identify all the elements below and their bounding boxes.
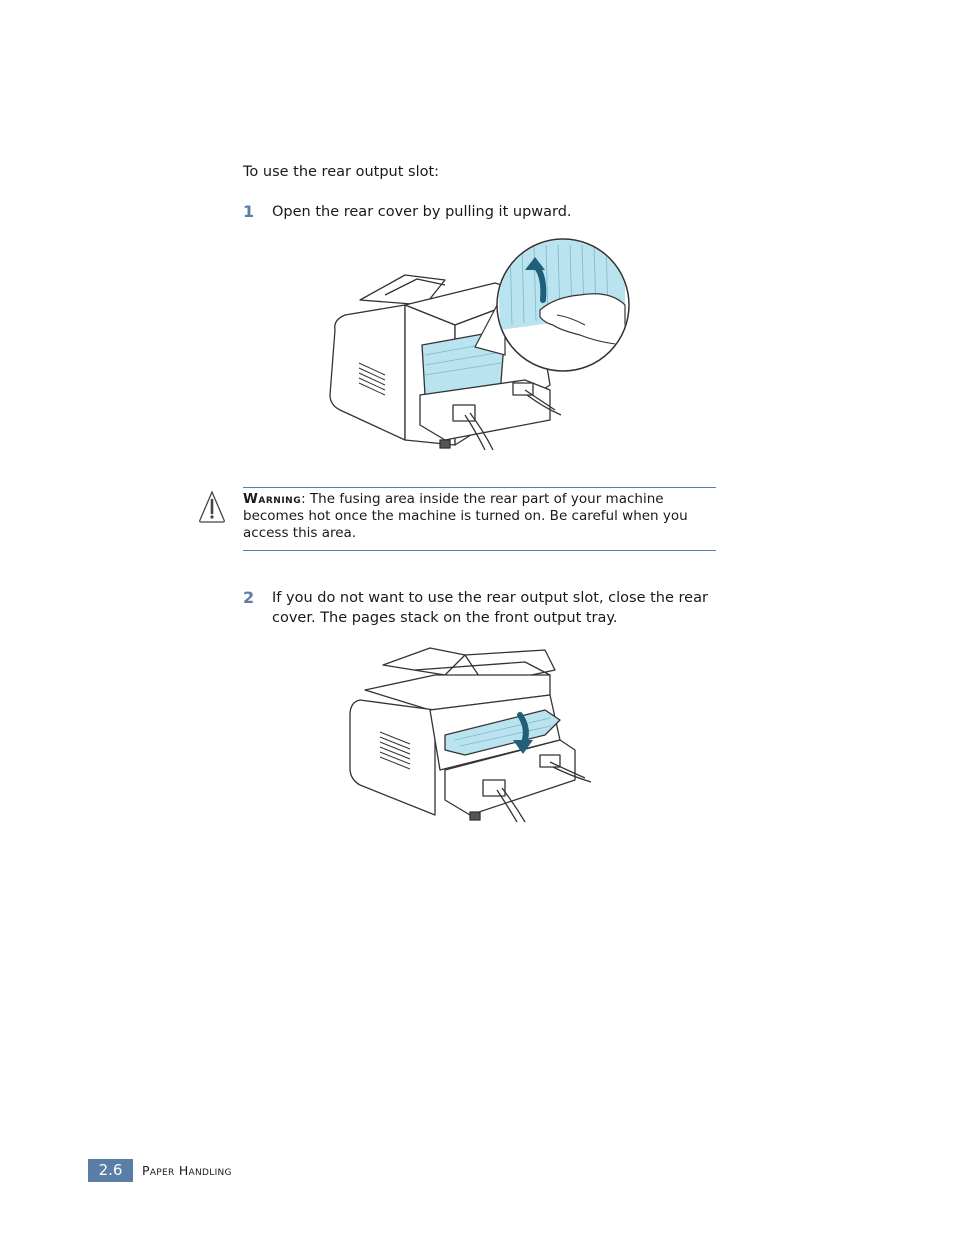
warning-icon xyxy=(198,490,226,524)
warning-label: Warning xyxy=(243,491,302,507)
step-2-number: 2 xyxy=(243,588,255,607)
figure-close-rear-cover xyxy=(345,640,605,825)
warning-text xyxy=(243,491,718,542)
step-1-number: 1 xyxy=(243,202,255,221)
step-1-text: Open the rear cover by pulling it upward. xyxy=(272,204,572,220)
intro-text: To use the rear output slot: xyxy=(243,164,440,180)
figure-open-rear-cover xyxy=(325,235,635,455)
warning-body: : The fusing area inside the rear part of your machine becomes hot once the machine is turned on. Be careful when you access this area. xyxy=(243,491,688,541)
step-2-text: If you do not want to use the rear output slot, close the rear cover. The pages stack on the front output tray. xyxy=(272,590,708,626)
section-title: Paper Handling xyxy=(142,1163,232,1178)
page-number-tab: 2.6 xyxy=(88,1159,133,1182)
